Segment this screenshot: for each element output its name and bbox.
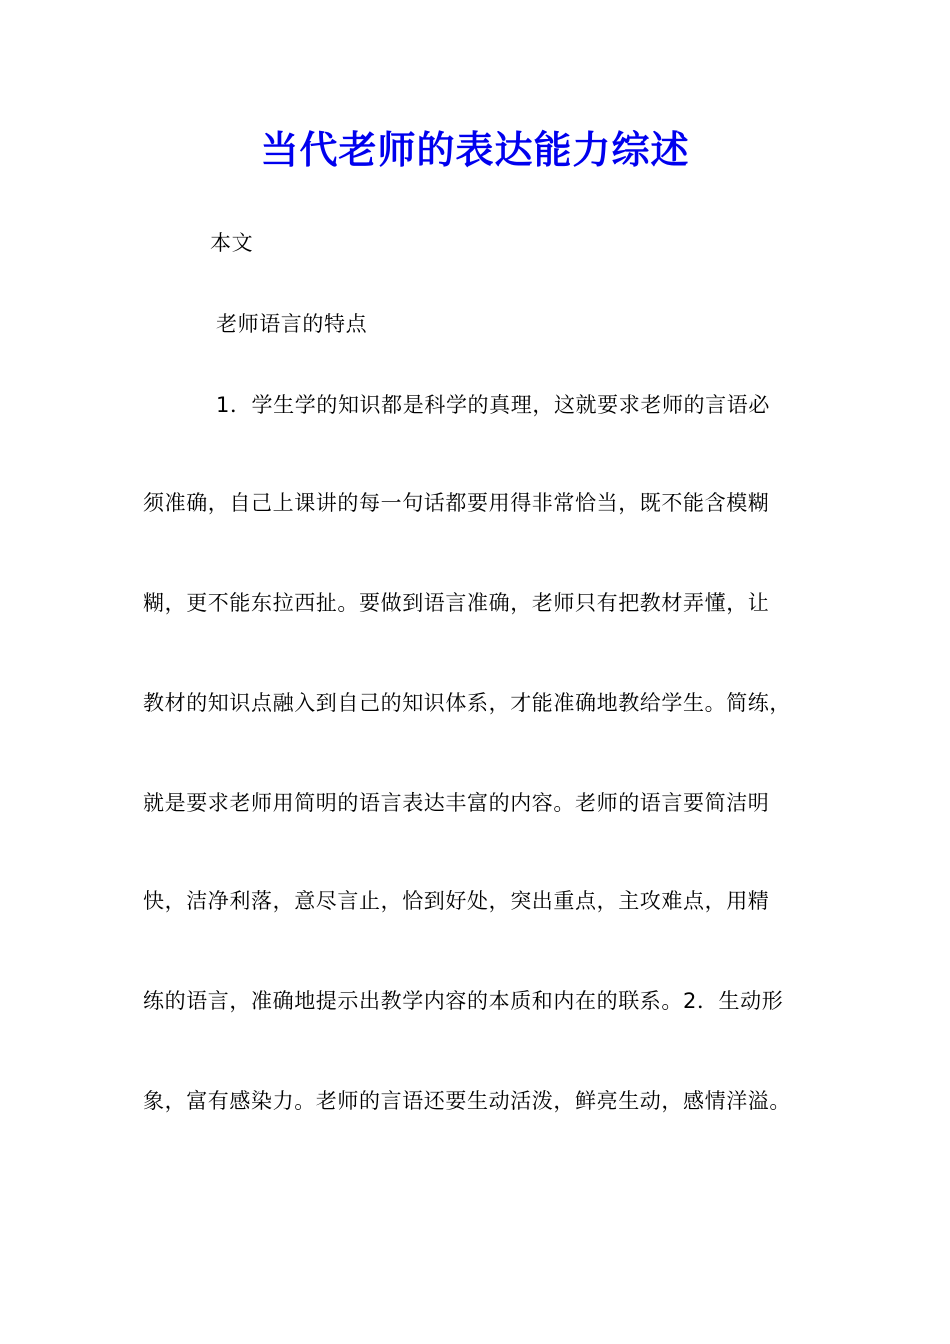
section-heading: 老师语言的特点	[216, 312, 368, 336]
paragraph-line: 快，洁净利落，意尽言止，恰到好处，突出重点，主攻难点，用精	[143, 889, 770, 913]
paragraph-line: 象，富有感染力。老师的言语还要生动活泼，鲜亮生动，感情洋溢。	[143, 1089, 791, 1113]
paragraph-line: 须准确，自己上课讲的每一句话都要用得非常恰当，既不能含模糊	[143, 491, 770, 515]
paragraph-line: 糊，更不能东拉西扯。要做到语言准确，老师只有把教材弄懂，让	[143, 591, 770, 615]
paragraph-line: 教材的知识点融入到自己的知识体系，才能准确地教给学生。简练，	[143, 691, 791, 715]
paragraph-line: 1．学生学的知识都是科学的真理，这就要求老师的言语必	[216, 393, 770, 417]
paragraph-line: 就是要求老师用简明的语言表达丰富的内容。老师的语言要简洁明	[143, 791, 770, 815]
document-title: 当代老师的表达能力综述	[260, 128, 690, 172]
intro-text: 本文	[210, 231, 254, 255]
paragraph-line: 练的语言，准确地提示出教学内容的本质和内在的联系。2．生动形	[143, 989, 784, 1013]
